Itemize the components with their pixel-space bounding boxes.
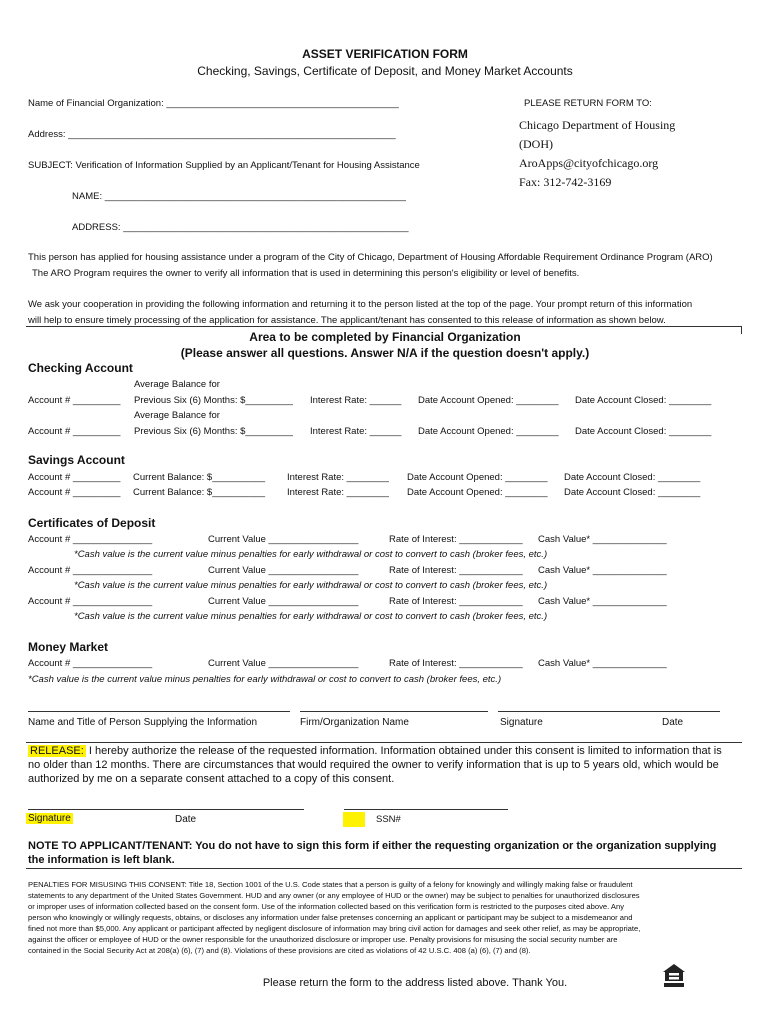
release-line: authorized by me on a separate consent attached to a copy of this consent. (28, 773, 395, 785)
return-line: (DOH) (519, 137, 553, 151)
checking-title: Checking Account (28, 361, 133, 375)
date-closed-field[interactable]: Date Account Closed: ________ (575, 395, 712, 406)
ssn-label: SSN# (376, 814, 401, 825)
intro-text: will help to ensure timely processing of the application for assistance. The applicant/tenant has consented to this release of information as shown below. (28, 315, 666, 326)
account-field[interactable]: Account # _______________ (28, 534, 153, 545)
interest-rate-field[interactable]: Interest Rate: ______ (310, 395, 402, 406)
avg-label: Average Balance for (134, 410, 220, 421)
intro-text: The ARO Program requires the owner to verify all information that is used in determining this person's eligibility or level of benefits. (32, 268, 580, 279)
note-text: NOTE TO APPLICANT/TENANT: You do not have to sign this form if either the requesting organization or the organization supplying (28, 840, 717, 852)
cash-value-note: *Cash value is the current value minus penalties for early withdrawal or cost to convert to cash (broker fees, etc.) (74, 549, 548, 560)
balance-field[interactable]: Current Balance: $__________ (133, 487, 266, 498)
current-value-field[interactable]: Current Value _________________ (208, 596, 359, 607)
divider (26, 326, 742, 327)
account-field[interactable]: Account # _________ (28, 487, 121, 498)
interest-rate-field[interactable]: Interest Rate: ______ (310, 426, 402, 437)
avg-balance-field[interactable]: Previous Six (6) Months: $_________ (134, 395, 293, 406)
signature-line[interactable] (28, 711, 290, 712)
account-field[interactable]: Account # _______________ (28, 565, 153, 576)
date-opened-field[interactable]: Date Account Opened: ________ (418, 395, 559, 406)
date-closed-field[interactable]: Date Account Closed: ________ (564, 472, 701, 483)
signature-line[interactable] (28, 809, 304, 810)
penalty-line: fined not more than $5,000. Any applicant or participant affected by negligent disclosure of information may bring civil action for damages and seek other relief, as may be appropriate, (28, 924, 641, 933)
cash-value-note: *Cash value is the current value minus penalties for early withdrawal or cost to convert to cash (broker fees, etc.) (74, 580, 548, 591)
rate-field[interactable]: Rate of Interest: ____________ (389, 565, 523, 576)
interest-rate-field[interactable]: Interest Rate: ________ (287, 472, 389, 483)
account-field[interactable]: Account # _________ (28, 472, 121, 483)
applicant-date-label: Date (175, 814, 197, 825)
ssn-line[interactable] (344, 809, 508, 810)
address-field[interactable]: Address: ______________________________________________________________ (28, 129, 396, 140)
cash-value-field[interactable]: Cash Value* ______________ (538, 596, 667, 607)
signature-label: Signature (500, 717, 543, 728)
return-label: PLEASE RETURN FORM TO: (524, 98, 652, 109)
cash-value-field[interactable]: Cash Value* ______________ (538, 534, 667, 545)
area-subheading: (Please answer all questions. Answer N/A if the question doesn't apply.) (180, 346, 590, 360)
financial-org-field[interactable]: Name of Financial Organization: ____________________________________________ (28, 98, 399, 109)
release-label: RELEASE: (30, 745, 84, 757)
signature-line[interactable] (498, 711, 720, 712)
mm-title: Money Market (28, 640, 109, 654)
date-opened-field[interactable]: Date Account Opened: ________ (407, 472, 548, 483)
savings-title: Savings Account (28, 453, 125, 467)
penalty-line: contained in the Social Security Act at 208(a) (6), (7) and (8). Violations of these provisions are cited as violations of 42 U.S.C. 408 (a) (6), (7) and (8). (28, 946, 531, 955)
name-title-label: Name and Title of Person Supplying the Information (28, 717, 258, 728)
balance-field[interactable]: Current Balance: $__________ (133, 472, 266, 483)
date-closed-field[interactable]: Date Account Closed: ________ (575, 426, 712, 437)
area-heading: Area to be completed by Financial Organization (249, 330, 521, 344)
cash-value-field[interactable]: Cash Value* ______________ (538, 565, 667, 576)
penalty-line: person who knowingly or willingly requests, obtains, or discloses any information under false pretenses concerning an applicant or participant may be subject to a misdemeanor and (28, 913, 633, 922)
date-label: Date (662, 717, 684, 728)
form-subtitle: Checking, Savings, Certificate of Deposit, and Money Market Accounts (197, 64, 573, 78)
cash-value-note: *Cash value is the current value minus penalties for early withdrawal or cost to convert to cash (broker fees, etc.) (74, 611, 548, 622)
form-title: ASSET VERIFICATION FORM (302, 47, 468, 61)
equal-housing-logo (662, 963, 686, 989)
avg-balance-field[interactable]: Previous Six (6) Months: $_________ (134, 426, 293, 437)
subject-line: SUBJECT: Verification of Information Supplied by an Applicant/Tenant for Housing Assistance (28, 160, 420, 171)
firm-label: Firm/Organization Name (300, 717, 409, 728)
intro-text: This person has applied for housing assistance under a program of the City of Chicago, Department of Housing Affordable Requirement Ordinance Program (ARO) (28, 252, 713, 263)
divider (26, 868, 742, 869)
penalty-line: statements to any department of the United States Government. HUD and any owner (or any employee of HUD or the owner) may be subject to penalties for unauthorized disclosures (28, 891, 640, 900)
account-field[interactable]: Account # _________ (28, 426, 121, 437)
avg-label: Average Balance for (134, 379, 220, 390)
applicant-address-field[interactable]: ADDRESS: ______________________________________________________ (72, 222, 409, 233)
cash-value-note: *Cash value is the current value minus penalties for early withdrawal or cost to convert to cash (broker fees, etc.) (28, 674, 502, 685)
account-field[interactable]: Account # _________ (28, 395, 121, 406)
date-opened-field[interactable]: Date Account Opened: ________ (418, 426, 559, 437)
account-field[interactable]: Account # _______________ (28, 596, 153, 607)
penalty-line: PENALTIES FOR MISUSING THIS CONSENT: Title 18, Section 1001 of the U.S. Code states that a person is guilty of a felony for knowingly and willingly making false or fraudulent (28, 880, 633, 889)
intro-text: We ask your cooperation in providing the following information and returning it to the person listed at the top of the page. Your prompt return of this information (28, 299, 693, 310)
note-text: the information is left blank. (28, 854, 175, 866)
date-closed-field[interactable]: Date Account Closed: ________ (564, 487, 701, 498)
release-text (28, 745, 722, 757)
return-email: AroApps@cityofchicago.org (519, 156, 659, 170)
current-value-field[interactable]: Current Value _________________ (208, 658, 359, 669)
cd-title: Certificates of Deposit (28, 516, 156, 530)
current-value-field[interactable]: Current Value _________________ (208, 534, 359, 545)
interest-rate-field[interactable]: Interest Rate: ________ (287, 487, 389, 498)
penalty-line: or improper uses of information collected based on the consent form. Use of the information collected based on this verification form is restricted to the purposes cited above. Any (28, 902, 624, 911)
applicant-signature-label: Signature (28, 813, 71, 824)
applicant-name-field[interactable]: NAME: _________________________________________________________ (72, 191, 406, 202)
divider (26, 742, 742, 743)
rate-field[interactable]: Rate of Interest: ____________ (389, 596, 523, 607)
rate-field[interactable]: Rate of Interest: ____________ (389, 534, 523, 545)
date-opened-field[interactable]: Date Account Opened: ________ (407, 487, 548, 498)
penalty-line: against the officer or employee of HUD or the owner responsible for the unauthorized disclosure or improper use. Penalty provisions for misusing the social security number are (28, 935, 618, 944)
signature-line[interactable] (300, 711, 488, 712)
footer-text: Please return the form to the address listed above. Thank You. (262, 977, 568, 989)
cash-value-field[interactable]: Cash Value* ______________ (538, 658, 667, 669)
release-line: I hereby authorize the release of the requested information. Information obtained under this consent is limited to information that is (85, 745, 722, 757)
release-line: no older than 12 months. There are circumstances that would required the owner to verify information that is up to 5 years old, which would be (28, 759, 719, 771)
ssn-highlight (343, 812, 365, 827)
return-line: Chicago Department of Housing (519, 118, 676, 132)
current-value-field[interactable]: Current Value _________________ (208, 565, 359, 576)
return-fax: Fax: 312-742-3169 (519, 175, 612, 189)
rate-field[interactable]: Rate of Interest: ____________ (389, 658, 523, 669)
account-field[interactable]: Account # _______________ (28, 658, 153, 669)
